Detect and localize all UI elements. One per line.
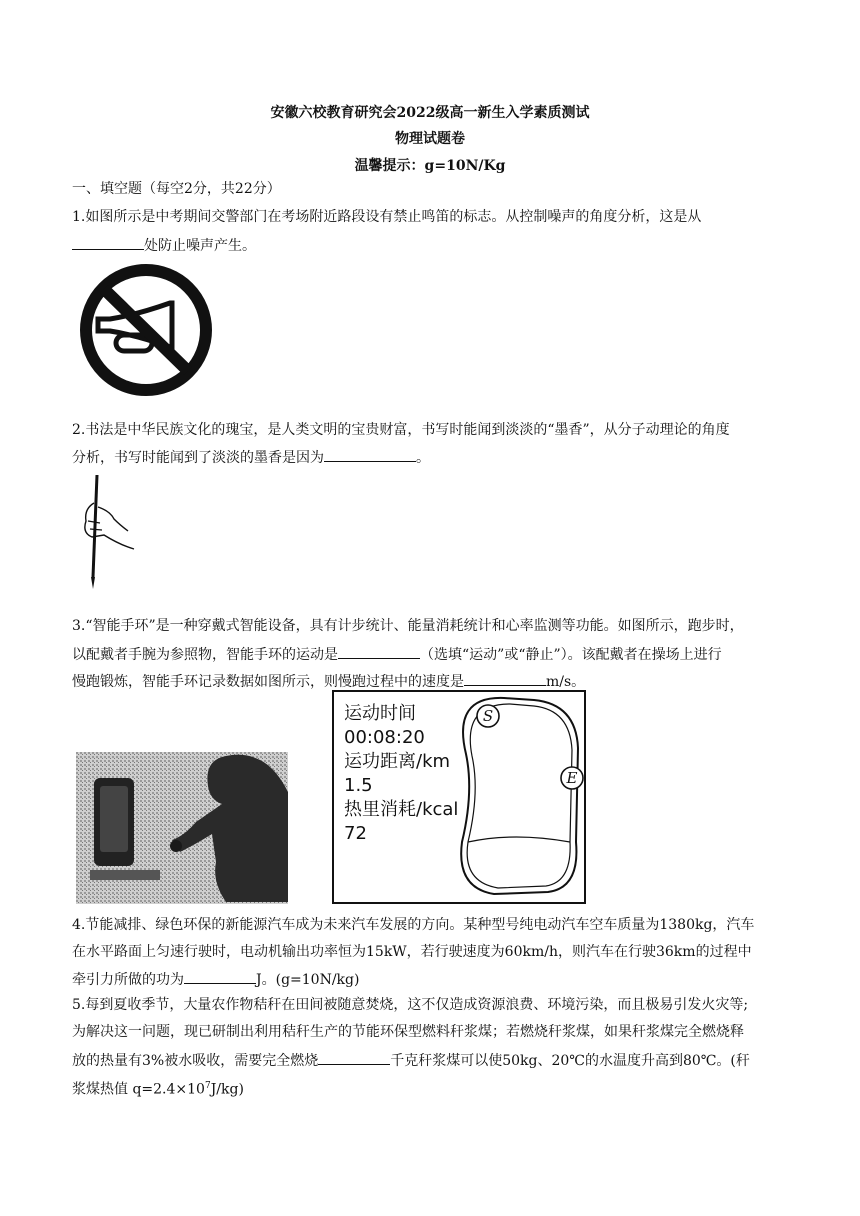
end-marker: E bbox=[566, 769, 578, 787]
q3-blank-motion[interactable] bbox=[338, 643, 420, 659]
screen-label-time: 运动时间 bbox=[344, 703, 416, 724]
q5-line3 bbox=[72, 1049, 792, 1071]
q3-line2-text: 以配戴者手腕为参照物，智能手环的运动是 bbox=[72, 647, 338, 663]
screen-value-calories: 72 bbox=[344, 823, 367, 844]
q4-line3-text: 牵引力所做的功为 bbox=[72, 972, 184, 988]
q1-line1: 1.如图所示是中考期间交警部门在考场附近路段设有禁止鸣笛的标志。从控制噪声的角度分析，这是从 bbox=[72, 209, 702, 225]
q3-line3-text: 慢跑锻炼，智能手环记录数据如图所示，则慢跑过程中的速度是 bbox=[72, 674, 464, 690]
q3-line2-end: （选填“运动”或“静止”）。该配戴者在操场上进行 bbox=[420, 647, 722, 663]
runner-photo bbox=[76, 752, 288, 904]
q5-line3-text: 放的热量有3%被水吸收，需要完全燃烧 bbox=[72, 1053, 319, 1069]
q5-line4 bbox=[72, 1076, 792, 1100]
q5-line4-text: 浆煤热值 q=2.4×10 bbox=[72, 1081, 205, 1098]
q2-line2-text: 分析，书写时能闻到了淡淡的墨香是因为 bbox=[72, 450, 324, 466]
q1-line2 bbox=[72, 234, 792, 256]
screen-label-distance: 运功距离/km bbox=[344, 751, 451, 772]
track-route-icon bbox=[334, 692, 584, 902]
q5-line1: 5.每到夏收季节，大量农作物秸秆在田间被随意焚烧，这不仅造成资源浪费、环境污染，而且极易引发火灾等; bbox=[72, 997, 749, 1013]
q5-line4-end: J/kg) bbox=[210, 1081, 244, 1098]
screen-value-distance: 1.5 bbox=[344, 775, 373, 796]
q4-answer-blank[interactable] bbox=[184, 968, 256, 984]
band-screen bbox=[332, 690, 586, 904]
q4-line2: 在水平路面上匀速行驶时，电动机输出功率恒为15kW，若行驶速度为60km/h，则汽车在行驶36km的过程中 bbox=[72, 944, 752, 960]
screen-value-time: 00:08:20 bbox=[344, 727, 425, 748]
q2-line2 bbox=[72, 446, 792, 468]
section-heading: 一、填空题（每空2分，共22分） bbox=[72, 181, 281, 197]
q3-line1: 3.“智能手环”是一种穿戴式智能设备，具有计步统计、能量消耗统计和心率监测等功能。如图所示，跑步时， bbox=[72, 618, 744, 634]
q5-answer-blank[interactable] bbox=[318, 1049, 390, 1065]
q4-line3-end: J。(g=10N/kg) bbox=[256, 972, 360, 988]
hand-writing-brush-icon bbox=[80, 473, 140, 593]
screen-label-calories: 热里消耗/kcal bbox=[344, 799, 459, 820]
q2-line1: 2.书法是中华民族文化的瑰宝，是人类文明的宝贵财富，书写时能闻到淡淡的“墨香”，从分子动理论的角度 bbox=[72, 422, 730, 438]
q4-line3 bbox=[72, 968, 792, 990]
exam-subtitle: 物理试题卷 bbox=[395, 131, 465, 147]
q5-exponent: 7 bbox=[204, 1081, 211, 1091]
q4-line1: 4.节能减排、绿色环保的新能源汽车成为未来汽车发展的方向。某种型号纯电动汽车空车质量为1380kg，汽车 bbox=[72, 917, 755, 933]
exam-tip: 温馨提示：g=10N/Kg bbox=[354, 158, 506, 174]
q2-answer-blank[interactable] bbox=[324, 446, 416, 462]
start-marker: S bbox=[482, 707, 494, 725]
exam-title: 安徽六校教育研究会2022级高一新生入学素质测试 bbox=[270, 105, 590, 121]
q5-line3-end: 千克秆浆煤可以使50kg、20℃的水温度升高到80℃。(秆 bbox=[390, 1053, 750, 1069]
q2-line2-end: 。 bbox=[416, 450, 430, 466]
q1-line2-text: 处防止噪声产生。 bbox=[144, 238, 256, 254]
q3-line2 bbox=[72, 643, 792, 665]
q3-line3-end: m/s。 bbox=[546, 674, 586, 690]
no-horn-sign-icon bbox=[76, 263, 216, 397]
q5-line2: 为解决这一问题，现已研制出利用秸秆生产的节能环保型燃料秆浆煤；若燃烧秆浆煤，如果秆浆煤完全燃烧释 bbox=[72, 1024, 744, 1040]
q3-line3 bbox=[72, 670, 792, 692]
q3-blank-speed[interactable] bbox=[464, 670, 546, 686]
q1-answer-blank[interactable] bbox=[72, 234, 144, 250]
